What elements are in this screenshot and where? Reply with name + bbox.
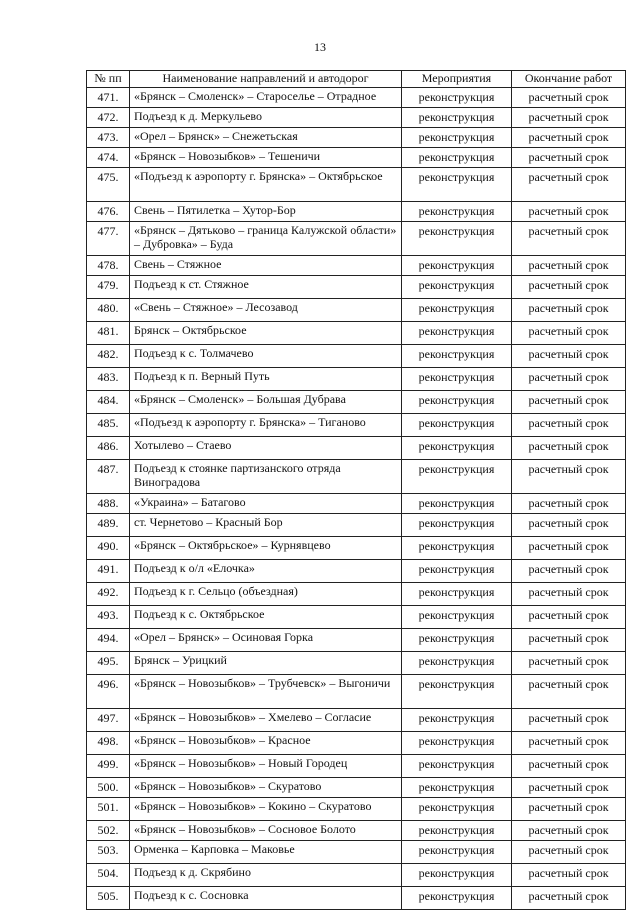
completion-cell: расчетный срок <box>512 202 626 222</box>
activity-cell: реконструкция <box>402 168 512 202</box>
header-activity: Мероприятия <box>402 71 512 88</box>
road-name-cell: Подъезд к г. Сельцо (объездная) <box>130 583 402 606</box>
row-number-cell: 498. <box>87 732 130 755</box>
row-number-cell: 489. <box>87 514 130 537</box>
activity-cell: реконструкция <box>402 108 512 128</box>
table-row <box>87 864 626 887</box>
road-name-cell: Подъезд к с. Октябрьское <box>130 606 402 629</box>
header-end: Окончание работ <box>512 71 626 88</box>
table-row <box>87 148 626 168</box>
activity-cell: реконструкция <box>402 88 512 108</box>
table-row <box>87 606 626 629</box>
row-number-cell: 494. <box>87 629 130 652</box>
road-name-cell: Подъезд к с. Толмачево <box>130 345 402 368</box>
completion-cell: расчетный срок <box>512 256 626 276</box>
road-name-cell: Свень – Пятилетка – Хутор-Бор <box>130 202 402 222</box>
road-name-cell: «Подъезд к аэропорту г. Брянска» – Октябрьское <box>130 168 402 202</box>
completion-cell: расчетный срок <box>512 148 626 168</box>
activity-cell: реконструкция <box>402 583 512 606</box>
activity-cell: реконструкция <box>402 256 512 276</box>
completion-cell: расчетный срок <box>512 864 626 887</box>
table-row <box>87 629 626 652</box>
row-number-cell: 500. <box>87 778 130 798</box>
activity-cell: реконструкция <box>402 537 512 560</box>
road-name-cell: «Орел – Брянск» – Снежетьская <box>130 128 402 148</box>
activity-cell: реконструкция <box>402 841 512 864</box>
activity-cell: реконструкция <box>402 202 512 222</box>
table-row <box>87 675 626 709</box>
table-row <box>87 88 626 108</box>
road-name-cell: «Брянск – Новозыбков» – Сосновое Болото <box>130 821 402 841</box>
row-number-cell: 499. <box>87 755 130 778</box>
row-number-cell: 476. <box>87 202 130 222</box>
activity-cell: реконструкция <box>402 345 512 368</box>
road-name-cell: Подъезд к стоянке партизанского отряда Виноградова <box>130 460 402 494</box>
activity-cell: реконструкция <box>402 821 512 841</box>
table-header-row <box>87 71 626 88</box>
completion-cell: расчетный срок <box>512 391 626 414</box>
activity-cell: реконструкция <box>402 709 512 732</box>
activity-cell: реконструкция <box>402 437 512 460</box>
road-name-cell: ст. Чернетово – Красный Бор <box>130 514 402 537</box>
activity-cell: реконструкция <box>402 322 512 345</box>
table-row <box>87 168 626 202</box>
row-number-cell: 493. <box>87 606 130 629</box>
completion-cell: расчетный срок <box>512 537 626 560</box>
table-row <box>87 560 626 583</box>
completion-cell: расчетный срок <box>512 887 626 910</box>
table-row <box>87 798 626 821</box>
completion-cell: расчетный срок <box>512 798 626 821</box>
completion-cell: расчетный срок <box>512 675 626 709</box>
table-row <box>87 755 626 778</box>
completion-cell: расчетный срок <box>512 494 626 514</box>
completion-cell: расчетный срок <box>512 168 626 202</box>
road-name-cell: «Брянск – Октябрьское» – Курнявцево <box>130 537 402 560</box>
activity-cell: реконструкция <box>402 778 512 798</box>
table-row <box>87 437 626 460</box>
activity-cell: реконструкция <box>402 675 512 709</box>
road-name-cell: «Свень – Стяжное» – Лесозавод <box>130 299 402 322</box>
completion-cell: расчетный срок <box>512 299 626 322</box>
road-name-cell: «Брянск – Смоленск» – Большая Дубрава <box>130 391 402 414</box>
road-name-cell: Подъезд к ст. Стяжное <box>130 276 402 299</box>
completion-cell: расчетный срок <box>512 322 626 345</box>
roads-table <box>86 70 626 910</box>
table-row <box>87 778 626 798</box>
row-number-cell: 497. <box>87 709 130 732</box>
row-number-cell: 480. <box>87 299 130 322</box>
road-name-cell: «Брянск – Дятьково – граница Калужской области» – Дубровка» – Буда <box>130 222 402 256</box>
completion-cell: расчетный срок <box>512 606 626 629</box>
row-number-cell: 487. <box>87 460 130 494</box>
row-number-cell: 474. <box>87 148 130 168</box>
road-name-cell: Подъезд к д. Скрябино <box>130 864 402 887</box>
completion-cell: расчетный срок <box>512 222 626 256</box>
completion-cell: расчетный срок <box>512 629 626 652</box>
completion-cell: расчетный срок <box>512 88 626 108</box>
road-name-cell: «Брянск – Смоленск» – Староселье – Отрадное <box>130 88 402 108</box>
activity-cell: реконструкция <box>402 514 512 537</box>
row-number-cell: 479. <box>87 276 130 299</box>
completion-cell: расчетный срок <box>512 821 626 841</box>
completion-cell: расчетный срок <box>512 583 626 606</box>
row-number-cell: 477. <box>87 222 130 256</box>
activity-cell: реконструкция <box>402 414 512 437</box>
table-row <box>87 391 626 414</box>
table-row <box>87 841 626 864</box>
road-name-cell: «Брянск – Новозыбков» – Скуратово <box>130 778 402 798</box>
activity-cell: реконструкция <box>402 148 512 168</box>
activity-cell: реконструкция <box>402 864 512 887</box>
completion-cell: расчетный срок <box>512 460 626 494</box>
header-num: № пп <box>87 71 130 88</box>
road-name-cell: Орменка – Карповка – Маковье <box>130 841 402 864</box>
activity-cell: реконструкция <box>402 652 512 675</box>
row-number-cell: 478. <box>87 256 130 276</box>
activity-cell: реконструкция <box>402 798 512 821</box>
activity-cell: реконструкция <box>402 276 512 299</box>
table-row <box>87 256 626 276</box>
completion-cell: расчетный срок <box>512 276 626 299</box>
completion-cell: расчетный срок <box>512 652 626 675</box>
table-row <box>87 222 626 256</box>
road-name-cell: Брянск – Урицкий <box>130 652 402 675</box>
page-number: 13 <box>314 40 326 54</box>
road-name-cell: «Брянск – Новозыбков» – Трубчевск» – Выгоничи <box>130 675 402 709</box>
road-name-cell: «Брянск – Новозыбков» – Красное <box>130 732 402 755</box>
row-number-cell: 482. <box>87 345 130 368</box>
road-name-cell: «Брянск – Новозыбков» – Новый Городец <box>130 755 402 778</box>
road-name-cell: «Брянск – Новозыбков» – Тешеничи <box>130 148 402 168</box>
table-row <box>87 414 626 437</box>
row-number-cell: 490. <box>87 537 130 560</box>
row-number-cell: 472. <box>87 108 130 128</box>
road-name-cell: Хотылево – Стаево <box>130 437 402 460</box>
table-row <box>87 887 626 910</box>
road-name-cell: Подъезд к с. Сосновка <box>130 887 402 910</box>
row-number-cell: 495. <box>87 652 130 675</box>
completion-cell: расчетный срок <box>512 368 626 391</box>
road-name-cell: «Брянск – Новозыбков» – Кокино – Скуратово <box>130 798 402 821</box>
road-name-cell: Брянск – Октябрьское <box>130 322 402 345</box>
completion-cell: расчетный срок <box>512 108 626 128</box>
road-name-cell: Подъезд к п. Верный Путь <box>130 368 402 391</box>
table-row <box>87 108 626 128</box>
header-name: Наименование направлений и автодорог <box>130 71 402 88</box>
activity-cell: реконструкция <box>402 222 512 256</box>
row-number-cell: 473. <box>87 128 130 148</box>
activity-cell: реконструкция <box>402 128 512 148</box>
table-body <box>87 88 626 910</box>
table-row <box>87 128 626 148</box>
completion-cell: расчетный срок <box>512 514 626 537</box>
completion-cell: расчетный срок <box>512 437 626 460</box>
table-row <box>87 460 626 494</box>
table-row <box>87 732 626 755</box>
table-row <box>87 345 626 368</box>
row-number-cell: 483. <box>87 368 130 391</box>
completion-cell: расчетный срок <box>512 414 626 437</box>
completion-cell: расчетный срок <box>512 732 626 755</box>
row-number-cell: 484. <box>87 391 130 414</box>
row-number-cell: 475. <box>87 168 130 202</box>
row-number-cell: 486. <box>87 437 130 460</box>
activity-cell: реконструкция <box>402 299 512 322</box>
activity-cell: реконструкция <box>402 629 512 652</box>
table-row <box>87 709 626 732</box>
activity-cell: реконструкция <box>402 606 512 629</box>
table-row <box>87 494 626 514</box>
road-name-cell: Подъезд к о/л «Елочка» <box>130 560 402 583</box>
completion-cell: расчетный срок <box>512 128 626 148</box>
completion-cell: расчетный срок <box>512 560 626 583</box>
activity-cell: реконструкция <box>402 755 512 778</box>
table-row <box>87 652 626 675</box>
row-number-cell: 492. <box>87 583 130 606</box>
row-number-cell: 488. <box>87 494 130 514</box>
activity-cell: реконструкция <box>402 391 512 414</box>
activity-cell: реконструкция <box>402 887 512 910</box>
table-row <box>87 583 626 606</box>
table-row <box>87 368 626 391</box>
completion-cell: расчетный срок <box>512 778 626 798</box>
completion-cell: расчетный срок <box>512 709 626 732</box>
row-number-cell: 485. <box>87 414 130 437</box>
row-number-cell: 491. <box>87 560 130 583</box>
road-name-cell: Свень – Стяжное <box>130 256 402 276</box>
road-name-cell: Подъезд к д. Меркульево <box>130 108 402 128</box>
table-row <box>87 202 626 222</box>
row-number-cell: 471. <box>87 88 130 108</box>
row-number-cell: 496. <box>87 675 130 709</box>
road-name-cell: «Подъезд к аэропорту г. Брянска» – Тиганово <box>130 414 402 437</box>
activity-cell: реконструкция <box>402 368 512 391</box>
table-row <box>87 299 626 322</box>
row-number-cell: 503. <box>87 841 130 864</box>
table-row <box>87 276 626 299</box>
road-name-cell: «Брянск – Новозыбков» – Хмелево – Согласие <box>130 709 402 732</box>
table-row <box>87 537 626 560</box>
completion-cell: расчетный срок <box>512 345 626 368</box>
row-number-cell: 505. <box>87 887 130 910</box>
row-number-cell: 501. <box>87 798 130 821</box>
road-name-cell: «Украина» – Батагово <box>130 494 402 514</box>
road-name-cell: «Орел – Брянск» – Осиновая Горка <box>130 629 402 652</box>
row-number-cell: 502. <box>87 821 130 841</box>
activity-cell: реконструкция <box>402 560 512 583</box>
completion-cell: расчетный срок <box>512 755 626 778</box>
table-row <box>87 322 626 345</box>
row-number-cell: 481. <box>87 322 130 345</box>
activity-cell: реконструкция <box>402 494 512 514</box>
activity-cell: реконструкция <box>402 460 512 494</box>
completion-cell: расчетный срок <box>512 841 626 864</box>
table-row <box>87 821 626 841</box>
table-row <box>87 514 626 537</box>
row-number-cell: 504. <box>87 864 130 887</box>
activity-cell: реконструкция <box>402 732 512 755</box>
